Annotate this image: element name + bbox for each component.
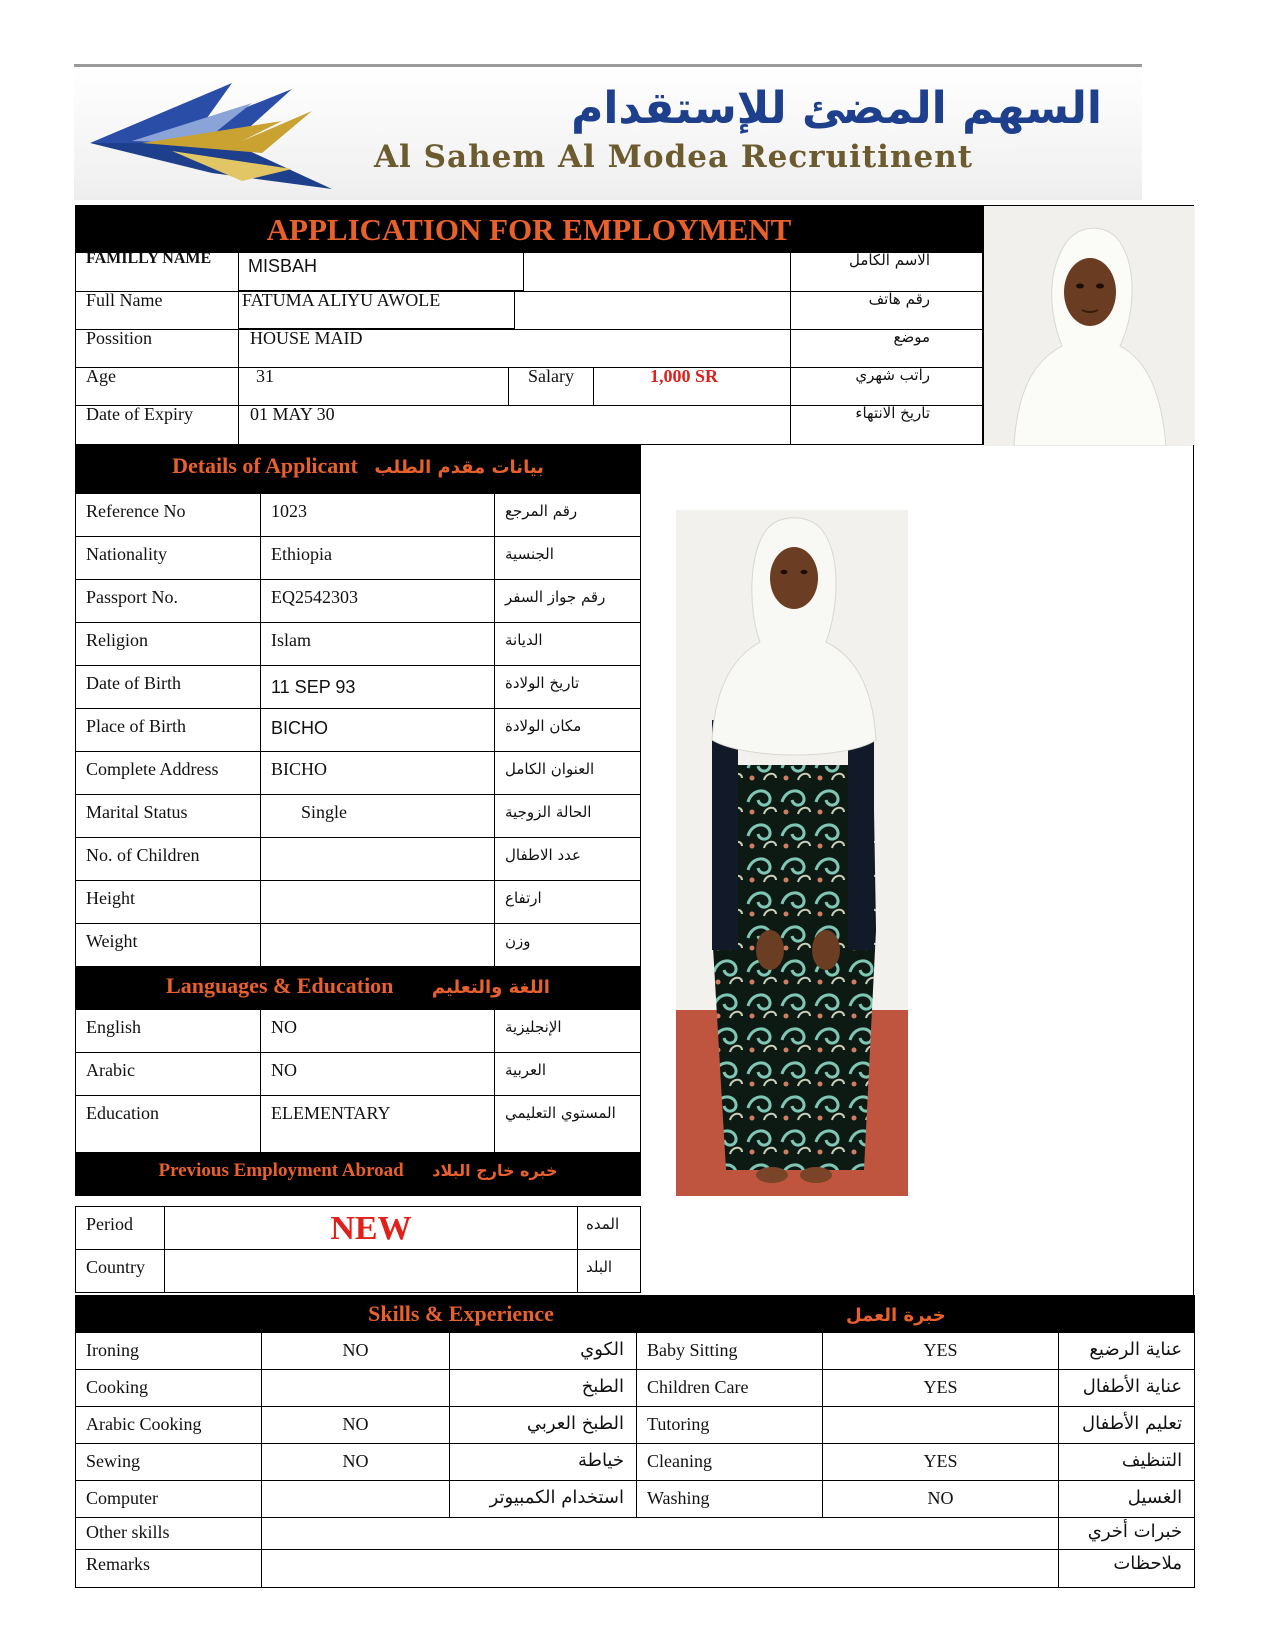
skill-label: Ironing xyxy=(76,1333,262,1370)
skill-label: Children Care xyxy=(637,1370,823,1407)
skill-arabic: عناية الأطفال xyxy=(1059,1370,1195,1407)
applicant-full-photo xyxy=(676,510,908,1196)
details-header xyxy=(76,446,641,494)
previous-employment-table xyxy=(75,1206,641,1293)
detail-label: Complete Address xyxy=(76,752,261,795)
detail-value xyxy=(261,924,495,967)
language-label: Arabic xyxy=(76,1053,261,1096)
other-skills-label: Other skills xyxy=(76,1518,262,1550)
skill-arabic: الطبخ xyxy=(450,1370,637,1407)
detail-arabic: رقم المرجع xyxy=(495,494,641,537)
full-name-value: FATUMA ALIYU AWOLE xyxy=(242,290,441,310)
language-value: NO xyxy=(261,1053,495,1096)
skill-arabic: الغسيل xyxy=(1059,1481,1195,1518)
previous-title-en: Previous Employment Abroad xyxy=(158,1160,404,1181)
skill-arabic: التنظيف xyxy=(1059,1444,1195,1481)
detail-arabic: الديانة xyxy=(495,623,641,666)
skill-value: NO xyxy=(823,1481,1059,1518)
arrow-logo-icon xyxy=(82,81,342,193)
position-label: Possition xyxy=(86,328,153,348)
detail-value xyxy=(261,838,495,881)
detail-arabic: الجنسية xyxy=(495,537,641,580)
skill-value: YES xyxy=(823,1333,1059,1370)
details-title-en: Details of Applicant xyxy=(172,453,358,478)
skill-arabic: الطبخ العربي xyxy=(450,1407,637,1444)
education-label: Education xyxy=(76,1096,261,1153)
age-label: Age xyxy=(86,366,116,386)
previous-title-ar: خبره خارج البلاد xyxy=(432,1161,558,1180)
skill-label: Computer xyxy=(76,1481,262,1518)
family-name-label: FAMILLY NAME xyxy=(86,250,212,267)
phone-arabic: رقم هاتف xyxy=(868,290,930,308)
age-value: 31 xyxy=(256,366,274,386)
detail-label: Weight xyxy=(76,924,261,967)
detail-value xyxy=(261,881,495,924)
detail-value: 11 SEP 93 xyxy=(261,666,495,709)
detail-arabic: العنوان الكامل xyxy=(495,752,641,795)
languages-title-ar: اللغة والتعليم xyxy=(431,977,550,998)
skills-header xyxy=(76,1296,1195,1333)
detail-value: BICHO xyxy=(261,709,495,752)
detail-arabic: مكان الولادة xyxy=(495,709,641,752)
detail-label: Marital Status xyxy=(76,795,261,838)
full-name-label: Full Name xyxy=(86,290,163,310)
detail-label: Place of Birth xyxy=(76,709,261,752)
language-value: NO xyxy=(261,1010,495,1053)
remarks-label: Remarks xyxy=(76,1550,262,1588)
detail-arabic: الحالة الزوجية xyxy=(495,795,641,838)
family-name-value: MISBAH xyxy=(248,256,318,276)
detail-arabic: تاريخ الولادة xyxy=(495,666,641,709)
skill-value: NO xyxy=(262,1444,450,1481)
skills-title-ar: خبرة العمل xyxy=(846,1305,946,1326)
detail-arabic: وزن xyxy=(495,924,641,967)
detail-label: Height xyxy=(76,881,261,924)
detail-value: EQ2542303 xyxy=(261,580,495,623)
skill-value: NO xyxy=(262,1407,450,1444)
details-title-ar: بيانات مقدم الطلب xyxy=(374,457,544,478)
company-name-arabic: السهم المضئ للإستقدام xyxy=(571,83,1102,134)
salary-label: Salary xyxy=(528,366,574,386)
company-banner xyxy=(74,64,1142,200)
country-value xyxy=(165,1250,578,1293)
detail-label: Religion xyxy=(76,623,261,666)
period-arabic: المده xyxy=(578,1207,641,1250)
skill-label: Arabic Cooking xyxy=(76,1407,262,1444)
detail-value: Single xyxy=(261,795,495,838)
education-arabic: المستوي التعليمي xyxy=(495,1096,641,1153)
skill-label: Baby Sitting xyxy=(637,1333,823,1370)
applicant-portrait xyxy=(983,205,1194,445)
detail-arabic: ارتفاع xyxy=(495,881,641,924)
other-skills-arabic: خبرات أخري xyxy=(1059,1518,1195,1550)
skills-table xyxy=(75,1295,1195,1588)
skill-value: YES xyxy=(823,1444,1059,1481)
company-name-english: Al Sahem Al Modea Recruitinent xyxy=(374,139,974,175)
skill-arabic: استخدام الكمبيوتر xyxy=(450,1481,637,1518)
detail-label: No. of Children xyxy=(76,838,261,881)
application-title: APPLICATION FOR EMPLOYMENT xyxy=(75,205,983,253)
detail-value: BICHO xyxy=(261,752,495,795)
remarks-arabic: ملاحظات xyxy=(1059,1550,1195,1588)
detail-label: Passport No. xyxy=(76,580,261,623)
expiry-arabic: تاريخ الانتهاء xyxy=(855,404,930,422)
family-name-arabic: الاسم الكامل xyxy=(848,251,930,269)
salary-value: 1,000 SR xyxy=(650,366,719,386)
expiry-value: 01 MAY 30 xyxy=(250,404,335,424)
detail-value: Islam xyxy=(261,623,495,666)
skill-arabic: خياطة xyxy=(450,1444,637,1481)
country-label: Country xyxy=(76,1250,165,1293)
previous-header xyxy=(76,1153,641,1196)
monthly-salary-arabic: راتب شهري xyxy=(855,366,930,384)
language-arabic: العربية xyxy=(495,1053,641,1096)
education-value: ELEMENTARY xyxy=(261,1096,495,1153)
full-body-photo-icon xyxy=(676,510,908,1196)
skill-label: Cleaning xyxy=(637,1444,823,1481)
country-arabic: البلد xyxy=(578,1250,641,1293)
skills-title-en: Skills & Experience xyxy=(368,1301,554,1326)
detail-label: Date of Birth xyxy=(76,666,261,709)
languages-header xyxy=(76,967,641,1010)
skill-label: Washing xyxy=(637,1481,823,1518)
languages-title-en: Languages & Education xyxy=(166,973,394,998)
language-label: English xyxy=(76,1010,261,1053)
position-value: HOUSE MAID xyxy=(250,328,363,348)
detail-value: Ethiopia xyxy=(261,537,495,580)
detail-value: 1023 xyxy=(261,494,495,537)
skill-label: Cooking xyxy=(76,1370,262,1407)
detail-arabic: عدد الاطفال xyxy=(495,838,641,881)
skill-value xyxy=(262,1370,450,1407)
remarks-value xyxy=(262,1550,1059,1588)
skill-label: Sewing xyxy=(76,1444,262,1481)
skill-arabic: الكوي xyxy=(450,1333,637,1370)
skill-value: YES xyxy=(823,1370,1059,1407)
details-table xyxy=(75,445,641,1196)
detail-label: Nationality xyxy=(76,537,261,580)
skill-value xyxy=(823,1407,1059,1444)
portrait-photo-icon xyxy=(984,206,1195,446)
skill-arabic: تعليم الأطفال xyxy=(1059,1407,1195,1444)
expiry-label: Date of Expiry xyxy=(86,404,193,424)
period-label: Period xyxy=(76,1207,165,1250)
skill-value xyxy=(262,1481,450,1518)
language-arabic: الإنجليزية xyxy=(495,1010,641,1053)
period-value: NEW xyxy=(165,1207,578,1250)
detail-label: Reference No xyxy=(76,494,261,537)
other-skills-value xyxy=(262,1518,1059,1550)
skill-arabic: عناية الرضيع xyxy=(1059,1333,1195,1370)
position-arabic: موضع xyxy=(893,328,930,346)
skill-value: NO xyxy=(262,1333,450,1370)
detail-arabic: رقم جواز السفر xyxy=(495,580,641,623)
skill-label: Tutoring xyxy=(637,1407,823,1444)
